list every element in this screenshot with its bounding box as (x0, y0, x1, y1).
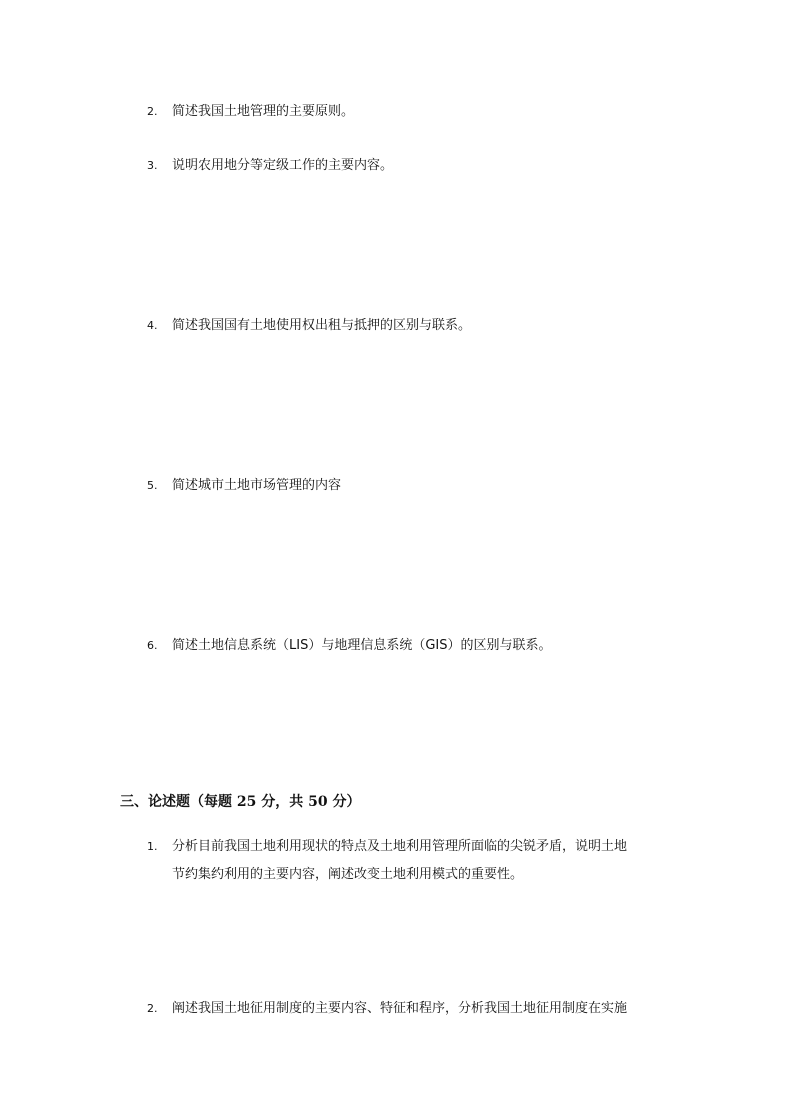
question-3 (147, 152, 393, 180)
question-6 (147, 632, 552, 660)
question-text: 简述土地信息系统（LIS）与地理信息系统（GIS）的区别与联系。 (172, 638, 552, 653)
question-text: 说明农用地分等定级工作的主要内容。 (172, 158, 394, 173)
question-number: 2. (147, 105, 158, 118)
question-number: 1. (147, 840, 158, 853)
question-number: 3. (147, 159, 158, 172)
essay-question-1 (147, 833, 627, 889)
question-2 (147, 98, 354, 126)
question-text: 简述我国土地管理的主要原则。 (172, 104, 355, 119)
question-5 (147, 472, 341, 500)
question-number: 2. (147, 1002, 158, 1015)
question-text-line1: 分析目前我国土地利用现状的特点及土地利用管理所面临的尖锐矛盾，说明土地 (172, 839, 628, 854)
question-number: 6. (147, 639, 158, 652)
essay-question-2 (147, 995, 627, 1023)
question-number: 5. (147, 479, 158, 492)
question-text: 简述我国国有土地使用权出租与抵押的区别与联系。 (172, 318, 472, 333)
question-text-line1: 阐述我国土地征用制度的主要内容、特征和程序，分析我国土地征用制度在实施 (172, 1001, 628, 1016)
question-text: 简述城市土地市场管理的内容 (172, 478, 342, 493)
question-number: 4. (147, 319, 158, 332)
section-heading-essay: 三、论述题（每题 25 分，共 50 分） (120, 794, 361, 810)
question-4 (147, 312, 471, 340)
question-text-line2: 节约集约利用的主要内容，阐述改变土地利用模式的重要性。 (172, 867, 524, 882)
